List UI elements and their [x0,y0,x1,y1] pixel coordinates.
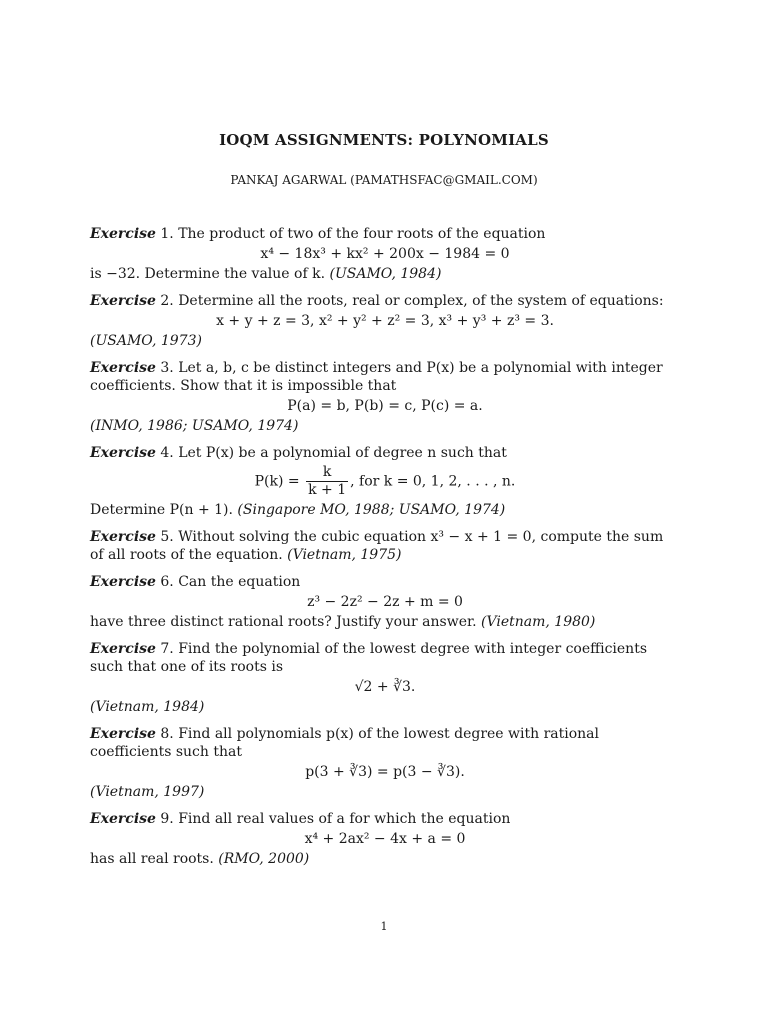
exercise-1-statement [90,225,680,243]
exercise-label: Exercise [90,445,156,461]
page-title: IOQM ASSIGNMENTS: POLYNOMIALS [219,131,549,149]
exercise-source: (RMO, 2000) [218,851,310,867]
exercise-source: (Vietnam, 1975) [287,547,402,563]
fraction [306,464,348,499]
exercise-text-after: is −32. Determine the value of k. [90,266,326,282]
exercise-label: Exercise [90,226,156,242]
exercise-source: (Vietnam, 1984) [90,699,205,715]
exercise-label: Exercise [90,641,156,657]
exercise-4-statement [90,444,680,462]
exercise-number: 3. [160,360,174,376]
exercise-4 [90,444,680,519]
exercise-4-equation [90,464,680,499]
exercise-9-after [90,850,680,868]
exercise-text: Can the equation [178,574,301,590]
exercise-number: 1. [160,226,174,242]
exercise-number: 8. [160,726,174,742]
exercise-source: (Vietnam, 1997) [90,784,205,800]
exercise-number: 4. [160,445,174,461]
exercise-text: Without solving the cubic equation x³ − x + 1 = 0, compute the sum of all roots of the equation. [90,529,664,563]
exercise-2 [90,292,680,350]
exercise-text: Let P(x) be a polynomial of degree n such that [178,445,507,461]
exercise-6-statement [90,573,680,591]
exercise-text: Determine all the roots, real or complex, of the system of equations: [178,293,664,309]
exercise-2-equation: x + y + z = 3, x² + y² + z² = 3, x³ + y³ + z³ = 3. [216,313,554,329]
exercise-source: (INMO, 1986; USAMO, 1974) [90,418,299,434]
exercise-text-after: Determine P(n + 1). [90,502,233,518]
exercise-text-after: have three distinct rational roots? Justify your answer. [90,614,477,630]
exercise-2-statement [90,292,680,310]
exercise-text: Find all real values of a for which the equation [178,811,511,827]
exercise-text: Find all polynomials p(x) of the lowest degree with rational coefficients such that [90,726,600,760]
exercise-list [90,225,680,877]
exercise-4-after [90,501,680,519]
exercise-text: The product of two of the four roots of the equation [178,226,546,242]
exercise-1-after [90,265,680,283]
exercise-source: (Singapore MO, 1988; USAMO, 1974) [237,502,506,518]
fraction-denominator: k + 1 [308,482,347,498]
exercise-source: (USAMO, 1984) [329,266,442,282]
exercise-label: Exercise [90,811,156,827]
exercise-7-statement [90,640,680,676]
exercise-1 [90,225,680,283]
exercise-6 [90,573,680,631]
equation-left: P(k) = [254,473,300,490]
exercise-label: Exercise [90,574,156,590]
exercise-number: 7. [160,641,174,657]
exercise-9 [90,810,680,868]
exercise-3-statement [90,359,680,395]
exercise-text: Find the polynomial of the lowest degree with integer coefficients such that one of its roots is [90,641,648,675]
exercise-8-statement [90,725,680,761]
exercise-number: 6. [160,574,174,590]
exercise-3 [90,359,680,435]
exercise-6-equation: z³ − 2z² − 2z + m = 0 [307,594,463,610]
exercise-label: Exercise [90,726,156,742]
exercise-text: Let a, b, c be distinct integers and P(x) be a polynomial with integer coefficients. Show that it is impossible that [90,360,663,394]
fraction-numerator: k [306,464,348,482]
exercise-source: (Vietnam, 1980) [481,614,596,630]
exercise-3-equation: P(a) = b, P(b) = c, P(c) = a. [287,398,483,414]
exercise-5 [90,528,680,564]
exercise-number: 9. [160,811,174,827]
author-line: PANKAJ AGARWAL (PAMATHSFAC@GMAIL.COM) [230,173,538,187]
exercise-6-after [90,613,680,631]
exercise-7-equation: √2 + ∛3. [354,679,416,695]
page-number: 1 [380,920,388,933]
exercise-text-after: has all real roots. [90,851,214,867]
exercise-number: 2. [160,293,174,309]
exercise-number: 5. [160,529,174,545]
exercise-1-equation: x⁴ − 18x³ + kx² + 200x − 1984 = 0 [260,246,510,262]
exercise-8 [90,725,680,801]
exercise-label: Exercise [90,293,156,309]
exercise-source: (USAMO, 1973) [90,333,202,349]
equation-right: , for k = 0, 1, 2, . . . , n. [350,473,516,490]
exercise-9-statement [90,810,680,828]
exercise-label: Exercise [90,360,156,376]
exercise-label: Exercise [90,529,156,545]
exercise-7 [90,640,680,716]
exercise-9-equation: x⁴ + 2ax² − 4x + a = 0 [304,831,466,847]
exercise-8-equation: p(3 + ∛3) = p(3 − ∛3). [305,764,465,780]
